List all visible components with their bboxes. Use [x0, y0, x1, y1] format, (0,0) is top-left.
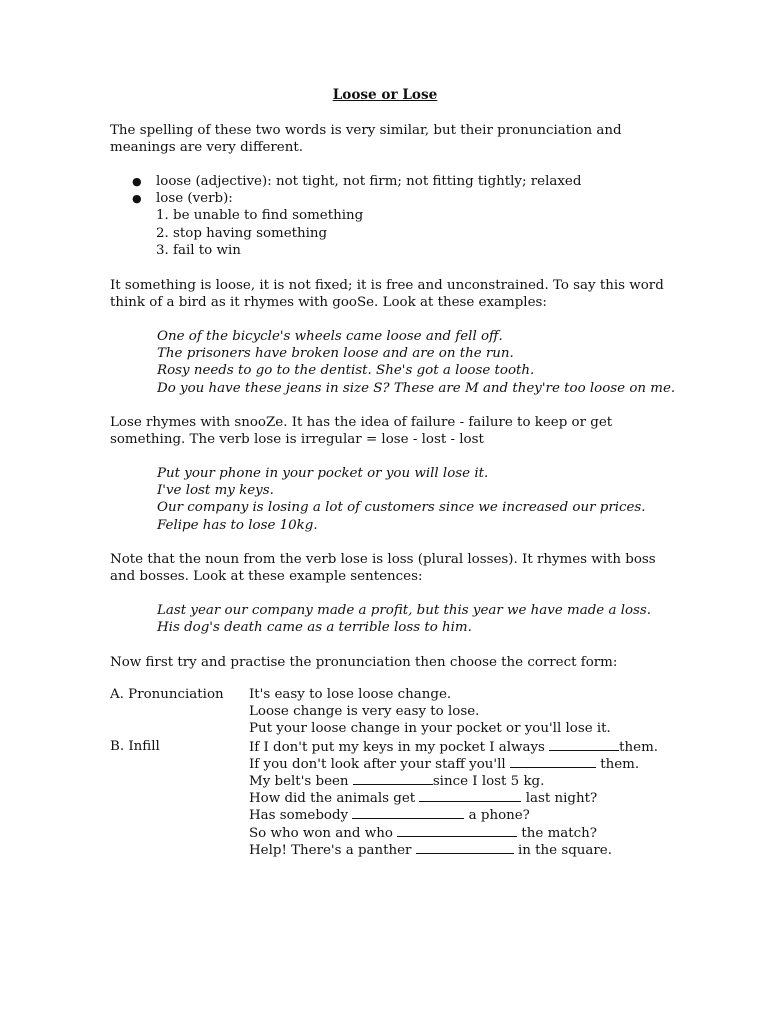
exercise-row — [110, 738, 670, 755]
loose-paragraph-line: It something is loose, it is not fixed; it is free and unconstrained. To say this word — [110, 278, 664, 293]
section-b-label: B. Infill — [110, 738, 160, 754]
exercise-row — [110, 772, 670, 789]
example-sentence: Felipe has to lose 10kg. — [157, 517, 318, 533]
exercise-row — [110, 841, 670, 858]
answer-blank[interactable] — [352, 806, 464, 819]
example-sentence: I've lost my keys. — [157, 483, 274, 499]
exercise-row — [110, 824, 670, 841]
lose-paragraph — [110, 414, 650, 448]
example-sentence: Put your phone in your pocket or you will lose it. — [157, 466, 489, 481]
infill-sentence: My belt's been since I lost 5 kg. — [249, 773, 545, 789]
example-sentence: Our company is losing a lot of customers since we increased our prices. — [157, 500, 646, 516]
loose-paragraph-line: think of a bird as it rhymes with gooSe. Look at these examples: — [110, 295, 547, 311]
answer-blank[interactable] — [419, 789, 521, 802]
answer-blank[interactable] — [549, 738, 619, 751]
lose-meaning: 2. stop having something — [156, 225, 328, 241]
example-sentence: The prisoners have broken loose and are on the run. — [157, 346, 514, 362]
example-sentence: Rosy needs to go to the dentist. She's got a loose tooth. — [157, 363, 535, 379]
lose-paragraph-line: something. The verb lose is irregular = lose - lost - lost — [110, 432, 484, 448]
intro-paragraph — [110, 122, 650, 156]
loose-examples — [157, 328, 677, 397]
definition-lose: ● lose (verb): — [132, 191, 233, 207]
example-sentence: One of the bicycle's wheels came loose and fell off. — [157, 329, 503, 344]
exercise-row — [110, 755, 670, 772]
bullet-icon: ● — [132, 175, 142, 188]
loss-examples — [157, 602, 677, 636]
instruction: Now first try and practise the pronunciation then choose the correct form: — [110, 655, 618, 670]
pronunciation-sentence: Put your loose change in your pocket or you'll lose it. — [249, 721, 611, 737]
answer-blank[interactable] — [416, 841, 514, 854]
exercise-row — [110, 806, 670, 823]
infill-sentence: Help! There's a panther in the square. — [249, 842, 612, 858]
section-a-label: A. Pronunciation — [110, 687, 224, 702]
answer-blank[interactable] — [397, 824, 517, 837]
exercise-row — [110, 703, 670, 720]
lose-meaning: 3. fail to win — [156, 242, 241, 258]
pronunciation-sentence: Loose change is very easy to lose. — [249, 704, 480, 720]
loss-paragraph-line: and bosses. Look at these example sentences: — [110, 569, 423, 585]
exercise-row — [110, 720, 670, 737]
infill-sentence: Has somebody a phone? — [249, 808, 530, 824]
lose-examples — [157, 465, 677, 534]
infill-sentence: If I don't put my keys in my pocket I always them. — [249, 739, 659, 755]
loss-paragraph-line: Note that the noun from the verb lose is loss (plural losses). It rhymes with boss — [110, 552, 656, 567]
infill-sentence: If you don't look after your staff you'll them. — [249, 756, 640, 772]
exercise-section — [110, 686, 670, 858]
exercise-row — [110, 789, 670, 806]
loss-paragraph — [110, 551, 656, 585]
loose-paragraph — [110, 277, 664, 311]
answer-blank[interactable] — [353, 772, 433, 785]
example-sentence: His dog's death came as a terrible loss to him. — [157, 620, 472, 636]
lose-meaning: 1. be unable to find something — [156, 208, 364, 224]
definition-loose: ● loose (adjective): not tight, not firm; not fitting tightly; relaxed — [132, 174, 582, 189]
intro-line: The spelling of these two words is very similar, but their pronunciation and — [110, 123, 622, 138]
infill-sentence: How did the animals get last night? — [249, 791, 598, 807]
pronunciation-sentence: It's easy to lose loose change. — [249, 687, 452, 702]
bullet-icon: ● — [132, 192, 142, 206]
example-sentence: Last year our company made a profit, but this year we have made a loss. — [157, 603, 652, 618]
answer-blank[interactable] — [510, 755, 596, 768]
example-sentence: Do you have these jeans in size S? These are M and they're too loose on me. — [157, 380, 676, 396]
infill-sentence: So who won and who the match? — [249, 825, 597, 841]
lose-paragraph-line: Lose rhymes with snooZe. It has the idea of failure - failure to keep or get — [110, 415, 613, 430]
exercise-row — [110, 686, 670, 703]
page-title: Loose or Lose — [332, 87, 438, 103]
intro-line: meanings are very different. — [110, 140, 303, 156]
definitions-list — [110, 173, 581, 259]
